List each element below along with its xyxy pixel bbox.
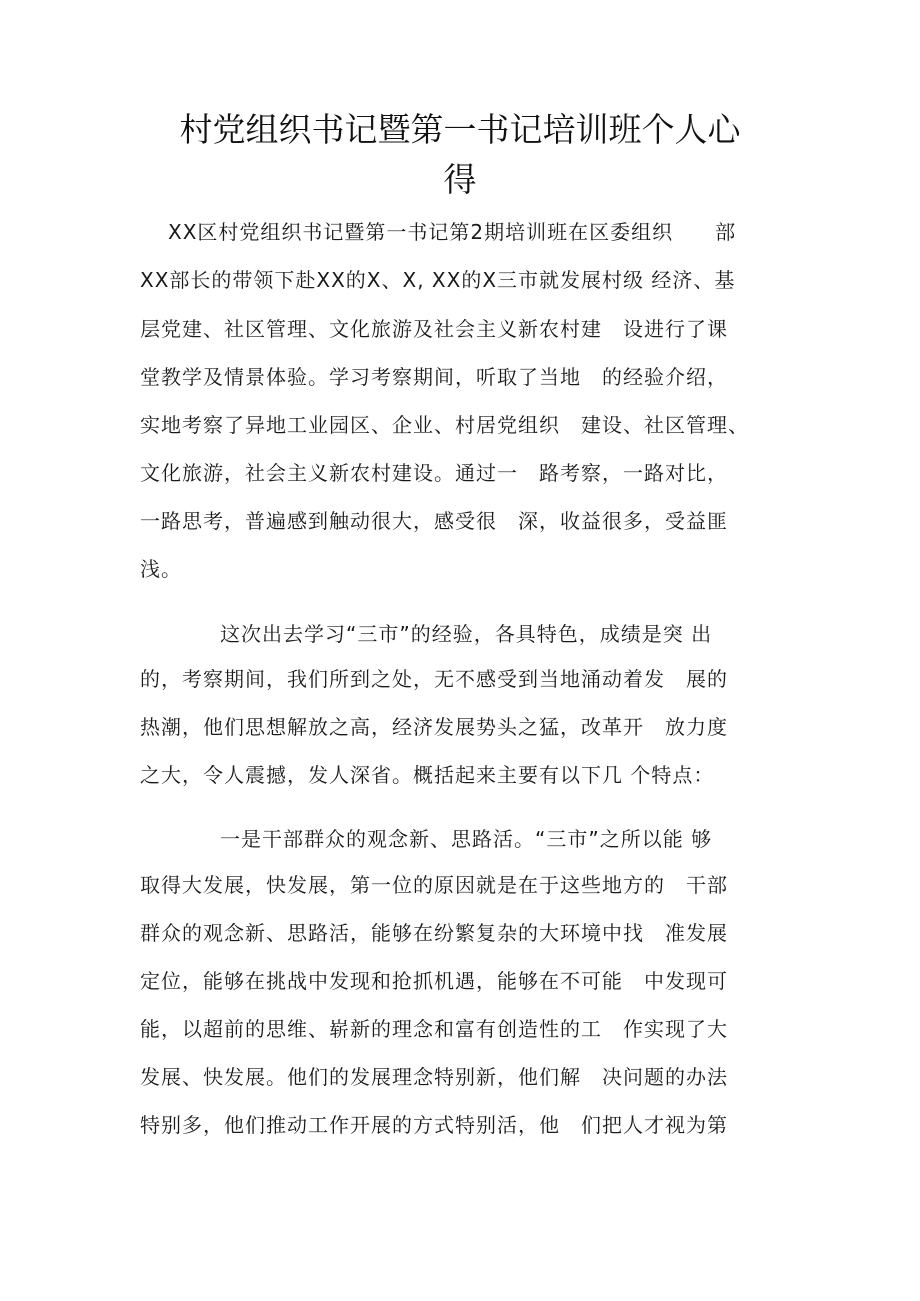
paragraph-3-line-4: 定位，能够在挑战中发现和抢抓机遇，能够在不可能 中发现可 (140, 969, 728, 993)
paragraph-1-line-7: 一路思考，普遍感到触动很大，感受很 深，收益很多，受益匪 (140, 509, 728, 533)
paragraph-3-line-2: 取得大发展，快发展，第一位的原因就是在于这些地方的 干部 (140, 873, 728, 897)
paragraph-1-line-3: 层党建、社区管理、文化旅游及社会主义新农村建 设进行了课 (140, 317, 728, 341)
paragraph-3-line-1: 一是干部群众的观念新、思路活。“三市”之所以能 够 (220, 827, 713, 851)
paragraph-2-line-2: 的，考察期间，我们所到之处，无不感受到当地涌动着发 展的 (140, 667, 728, 691)
paragraph-2-line-3: 热潮，他们思想解放之高，经济发展势头之猛，改革开 放力度 (140, 715, 728, 739)
paragraph-3-line-7: 特别多，他们推动工作开展的方式特别活，他 们把人才视为第 (140, 1113, 728, 1137)
document-title-line-2: 得 (443, 160, 477, 199)
paragraph-1-line-5: 实地考察了异地工业园区、企业、村居党组织 建设、社区管理、 (140, 413, 749, 437)
paragraph-3-line-3: 群众的观念新、思路活，能够在纷繁复杂的大环境中找 准发展 (140, 921, 728, 945)
paragraph-1-line-4: 堂教学及情景体验。学习考察期间，听取了当地 的经验介绍， (140, 365, 728, 389)
paragraph-2-line-4: 之大，令人震撼，发人深省。概括起来主要有以下几 个特点： (140, 763, 715, 787)
paragraph-1-line-1: XX区村党组织书记暨第一书记第2期培训班在区委组织 部 (168, 220, 737, 244)
paragraph-3-line-5: 能，以超前的思维、崭新的理念和富有创造性的工 作实现了大 (140, 1017, 728, 1041)
paragraph-1-line-2: XX部长的带领下赴XX的X、X, XX的X三市就发展村级 经济、基 (140, 268, 736, 292)
paragraph-2-line-1: 这次出去学习“三市”的经验，各具特色，成绩是突 出 (220, 622, 713, 646)
paragraph-1-line-8: 浅。 (140, 557, 182, 581)
paragraph-1-line-6: 文化旅游，社会主义新农村建设。通过一 路考察，一路对比， (140, 461, 728, 485)
document-title-line-1: 村党组织书记暨第一书记培训班个人心 (179, 110, 741, 149)
paragraph-3-line-6: 发展、快发展。他们的发展理念特别新，他们解 决问题的办法 (140, 1065, 728, 1089)
